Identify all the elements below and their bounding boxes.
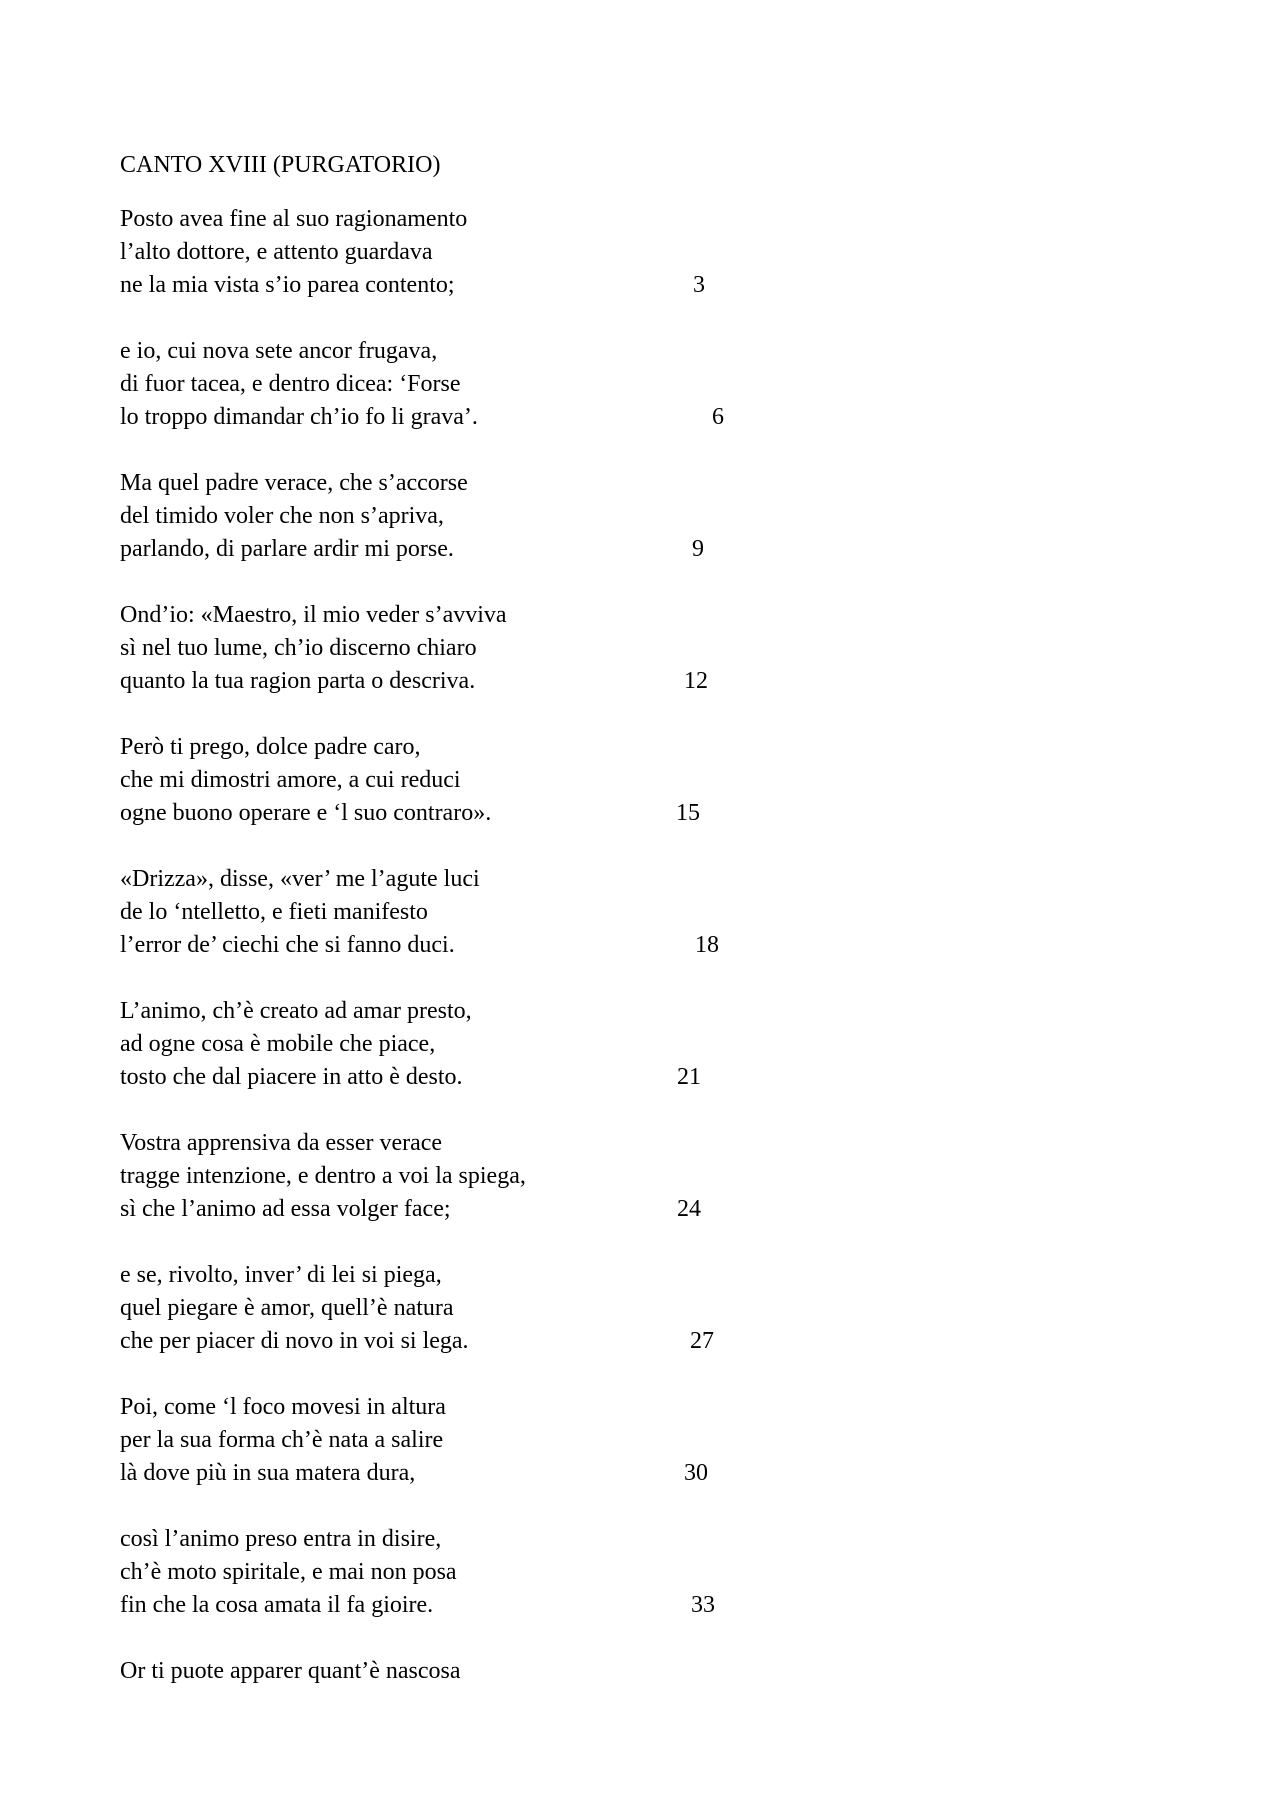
stanza <box>120 335 770 467</box>
line-number: 30 <box>684 1460 708 1486</box>
stanza <box>120 863 770 995</box>
line-number: 6 <box>712 404 724 430</box>
verse-line: tosto che dal piacere in atto è desto. <box>120 1064 463 1090</box>
verse-line: che mi dimostri amore, a cui reduci <box>120 767 461 793</box>
stanza <box>120 1259 770 1391</box>
line-number: 27 <box>690 1328 714 1354</box>
line-number: 3 <box>693 272 705 298</box>
verse-line: ad ogne cosa è mobile che piace, <box>120 1031 436 1057</box>
verse-line: l’alto dottore, e attento guardava <box>120 239 433 265</box>
verse-line: e se, rivolto, inver’ di lei si piega, <box>120 1262 442 1288</box>
line-number: 9 <box>692 536 704 562</box>
stanza <box>120 1391 770 1523</box>
poem-body <box>120 203 770 1695</box>
verse-line: per la sua forma ch’è nata a salire <box>120 1427 444 1453</box>
verse-line: tragge intenzione, e dentro a voi la spiega, <box>120 1163 526 1189</box>
verse-line: sì che l’animo ad essa volger face; <box>120 1196 451 1222</box>
verse-line: de lo ‘ntelletto, e fieti manifesto <box>120 899 428 925</box>
verse-line: L’animo, ch’è creato ad amar presto, <box>120 998 472 1024</box>
line-number: 33 <box>691 1592 715 1618</box>
stanza <box>120 1127 770 1259</box>
verse-line: del timido voler che non s’apriva, <box>120 503 444 529</box>
line-number: 15 <box>676 800 700 826</box>
stanza <box>120 731 770 863</box>
verse-line: Però ti prego, dolce padre caro, <box>120 734 421 760</box>
verse-line: ch’è moto spiritale, e mai non posa <box>120 1559 457 1585</box>
verse-line: quel piegare è amor, quell’è natura <box>120 1295 454 1321</box>
verse-line: Posto avea fine al suo ragionamento <box>120 206 468 232</box>
verse-line: là dove più in sua matera dura, <box>120 1460 416 1486</box>
line-number: 21 <box>677 1064 701 1090</box>
verse-line: sì nel tuo lume, ch’io discerno chiaro <box>120 635 477 661</box>
verse-line: che per piacer di novo in voi si lega. <box>120 1328 469 1354</box>
verse-line: l’error de’ ciechi che si fanno duci. <box>120 932 455 958</box>
stanza <box>120 599 770 731</box>
stanza <box>120 1523 770 1655</box>
verse-line: quanto la tua ragion parta o descriva. <box>120 668 476 694</box>
verse-line: e io, cui nova sete ancor frugava, <box>120 338 438 364</box>
stanza <box>120 1655 770 1695</box>
verse-line: lo troppo dimandar ch’io fo li grava’. <box>120 404 478 430</box>
verse-line: Vostra apprensiva da esser verace <box>120 1130 443 1156</box>
canto-title: CANTO XVIII (PURGATORIO) <box>120 152 441 178</box>
verse-line: fin che la cosa amata il fa gioire. <box>120 1592 434 1618</box>
stanza <box>120 995 770 1127</box>
verse-line: «Drizza», disse, «ver’ me l’agute luci <box>120 866 480 892</box>
verse-line: Ond’io: «Maestro, il mio veder s’avviva <box>120 602 507 628</box>
verse-line: così l’animo preso entra in disire, <box>120 1526 442 1552</box>
line-number: 18 <box>695 932 719 958</box>
verse-line: parlando, di parlare ardir mi porse. <box>120 536 454 562</box>
line-number: 12 <box>684 668 708 694</box>
verse-line: Or ti puote apparer quant’è nascosa <box>120 1658 461 1684</box>
verse-line: ogne buono operare e ‘l suo contraro». <box>120 800 492 826</box>
verse-line: di fuor tacea, e dentro dicea: ‘Forse <box>120 371 461 397</box>
verse-line: ne la mia vista s’io parea contento; <box>120 272 455 298</box>
verse-line: Ma quel padre verace, che s’accorse <box>120 470 468 496</box>
verse-line: Poi, come ‘l foco movesi in altura <box>120 1394 446 1420</box>
stanza <box>120 467 770 599</box>
line-number: 24 <box>677 1196 701 1222</box>
stanza <box>120 203 770 335</box>
